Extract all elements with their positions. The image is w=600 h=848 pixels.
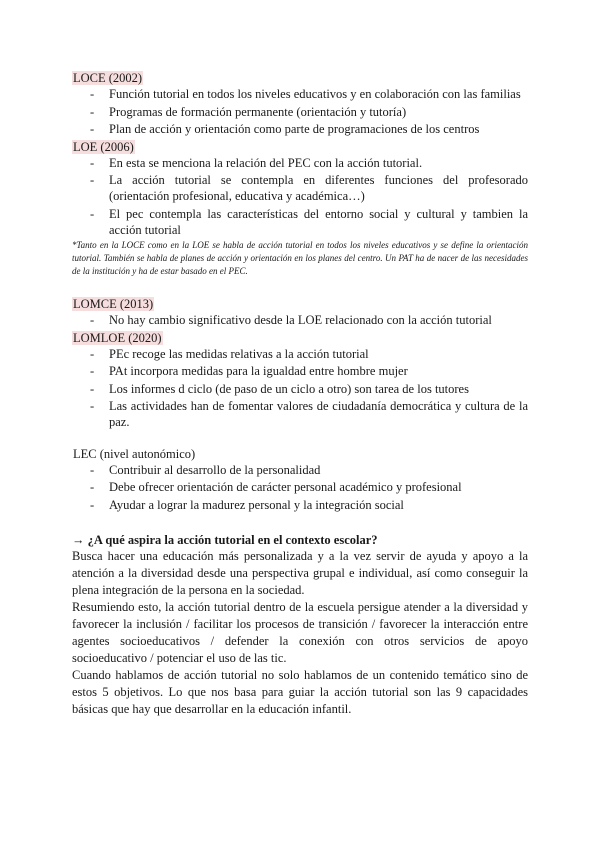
- document-content: [72, 70, 528, 718]
- list-item: - Debe ofrecer orientación de carácter personal académico y profesional: [90, 480, 462, 494]
- list-item: - No hay cambio significativo desde la LOE relacionado con la acción tutorial: [90, 313, 492, 327]
- question-title: → ¿A qué aspira la acción tutorial en el contexto escolar?: [72, 533, 378, 547]
- heading-text: LOMCE (2013): [73, 297, 154, 311]
- section-heading-loe: [72, 139, 528, 155]
- list-lomce: [72, 312, 528, 328]
- list-item: - Las actividades han de fomentar valores de ciudadanía democrática y cultura de la paz.: [90, 399, 528, 429]
- list-loce: [72, 86, 528, 137]
- list-item: - Ayudar a lograr la madurez personal y la integración social: [90, 497, 404, 512]
- list-item: - PAt incorpora medidas para la igualdad entre hombre mujer: [90, 364, 408, 378]
- section-heading-lomloe: [72, 330, 528, 346]
- list-item: - Plan de acción y orientación como parte de programaciones de los centros: [90, 122, 480, 136]
- heading-text: LOMLOE (2020): [73, 330, 162, 345]
- list-item: - Función tutorial en todos los niveles educativos y en colaboración con las familias: [90, 87, 521, 101]
- list-item: - La acción tutorial se contempla en diferentes funciones del profesorado (orientación profesional, educativa y académica…): [90, 173, 528, 203]
- list-lomloe: [72, 346, 528, 431]
- heading-text: LOCE (2002): [73, 71, 143, 85]
- heading-text: LOE (2006): [73, 139, 134, 154]
- list-item: - PEc recoge las medidas relativas a la acción tutorial: [90, 346, 369, 361]
- paragraph: Cuando hablamos de acción tutorial no solo hablamos de un contenido temático sino de estos 5 objetivos. Lo que nos basa para guiar la acción tutorial son las 9 capacidades básicas que hay que desarrollar en la educación infantil.: [72, 668, 528, 716]
- list-item: - En esta se menciona la relación del PEC con la acción tutorial.: [90, 155, 423, 170]
- paragraph: Busca hacer una educación más personalizada y a la vez servir de ayuda y apoyo a la atención a la diversidad desde una perspectiva grupal e individual, así como conseguir la plena integración de la persona en la sociedad.: [72, 549, 528, 597]
- list-item: - Contribuir al desarrollo de la personalidad: [90, 462, 321, 477]
- section-heading-loce: [72, 70, 528, 86]
- list-loe: [72, 155, 528, 238]
- list-item: - Programas de formación permanente (orientación y tutoría): [90, 104, 407, 119]
- list-item: - Los informes d ciclo (de paso de un ciclo a otro) son tarea de los tutores: [90, 381, 469, 396]
- heading-text: LEC (nivel autonómico): [73, 446, 196, 461]
- paragraph: Resumiendo esto, la acción tutorial dentro de la escuela persigue atender a la diversidad y favorecer la inclusión / facilitar los procesos de transición / favorecer la interacción entre agentes socioeducativos / defender la conexión con otros servicios de apoyo socioeducativo / potenciar el uso de las tic.: [72, 600, 528, 665]
- section-heading-lec: [72, 446, 528, 462]
- footnote-loe: *Tanto en la LOCE como en la LOE se habla de acción tutorial en todos los niveles educativos y se define la orientación tutorial. También se habla de planes de acción y orientación en los planes del centro. Un PAT ha de nacer de las necesidades de la institución y ha de estar basado en el PEC.: [72, 240, 528, 276]
- list-lec: [72, 462, 528, 513]
- section-heading-lomce: [72, 296, 528, 312]
- list-item: - El pec contempla las características del entorno social y cultural y tambien la acción tutorial: [90, 206, 528, 237]
